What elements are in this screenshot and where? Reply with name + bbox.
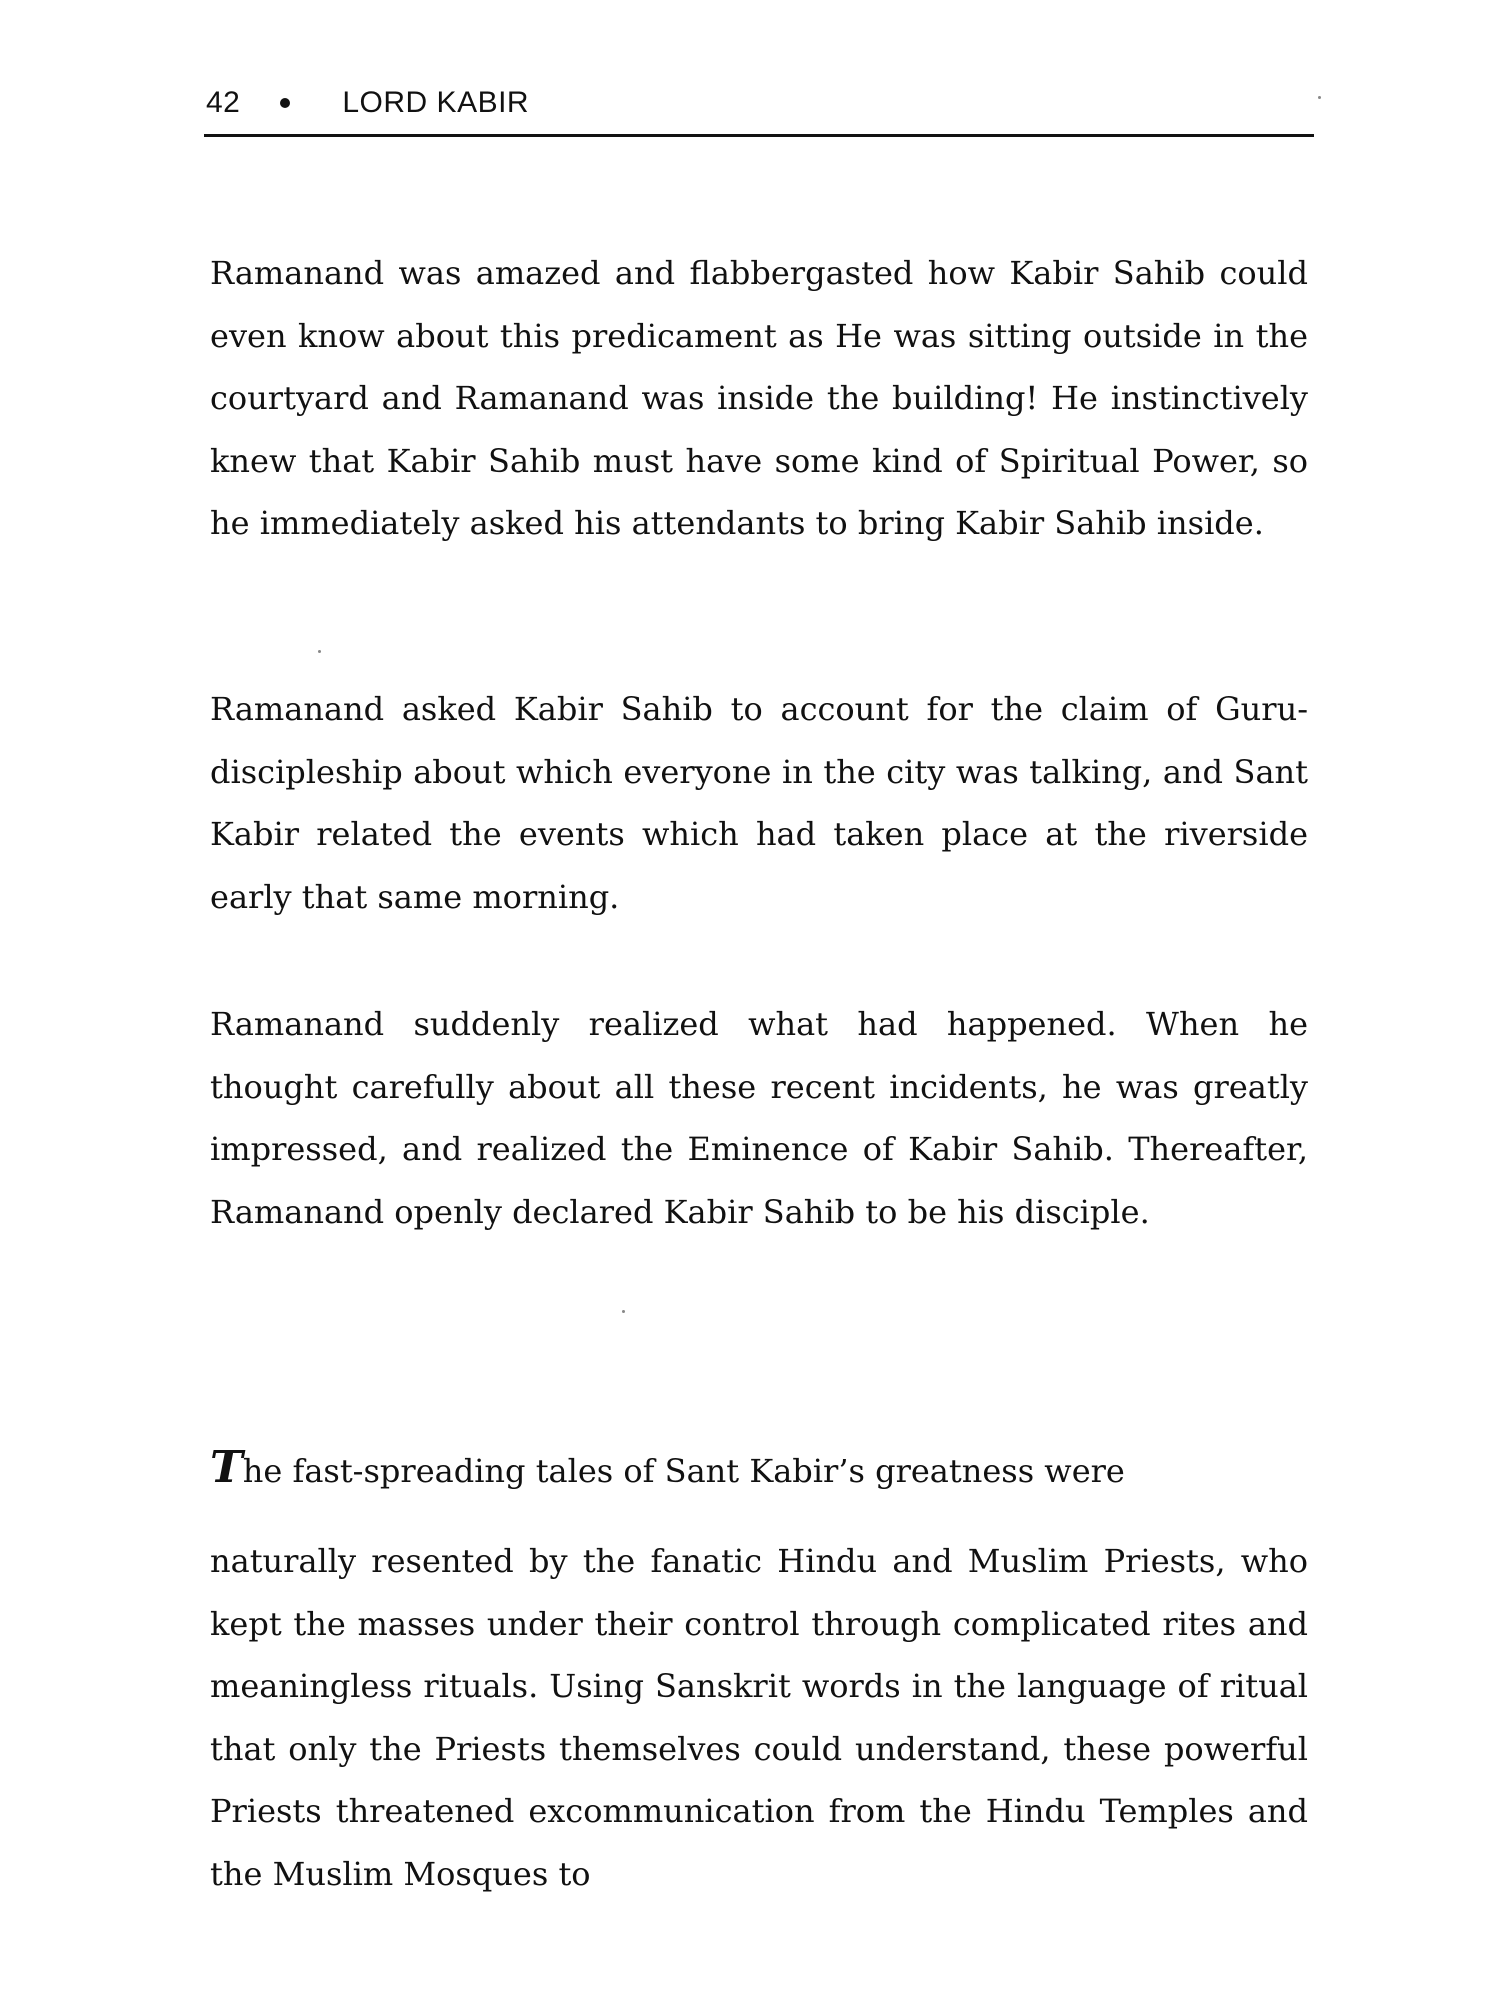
- paragraph-4: [210, 1530, 1308, 1905]
- drop-cap: T: [210, 1442, 243, 1493]
- paragraph-3-text: Ramanand suddenly realized what had happened. When he thought carefully about all these recent incidents, he was greatly impressed, and realized the Eminence of Kabir Sahib. Thereafter, Ramanand openly declared Kabir Sahib to be his disciple.: [210, 1005, 1308, 1231]
- scan-speck: [318, 650, 321, 653]
- paragraph-1-text: Ramanand was amazed and flabbergasted how Kabir Sahib could even know about this predicament as He was sitting outside in the courtyard and Ramanand was inside the building! He instinctively knew that Kabir Sahib must have some kind of Spiritual Power, so he immediately asked his attendants to bring Kabir Sahib inside.: [210, 254, 1308, 542]
- scan-speck: [622, 1310, 625, 1313]
- paragraph-3: [210, 993, 1308, 1243]
- header-rule: [204, 134, 1314, 137]
- paragraph-4-text: naturally resented by the fanatic Hindu and Muslim Priests, who kept the masses under their control through complicated rites and meaningless rituals. Using Sanskrit words in the language of ritual that only the Priests themselves could understand, these powerful Priests threatened excommunication from the Hindu Temples and the Muslim Mosques to: [210, 1542, 1308, 1893]
- paragraph-4-opening-line: [210, 1440, 1308, 1503]
- paragraph-2: [210, 678, 1308, 928]
- bullet-separator: [280, 98, 290, 108]
- scan-speck: [1318, 96, 1321, 99]
- paragraph-2-text: Ramanand asked Kabir Sahib to account for the claim of Guru-discipleship about which everyone in the city was talking, and Sant Kabir related the events which had taken place at the riverside early that same morning.: [210, 690, 1308, 916]
- book-title: LORD KABIR: [342, 86, 530, 119]
- paragraph-1: [210, 242, 1308, 555]
- paragraph-4-first-line: he fast-spreading tales of Sant Kabir’s greatness were: [242, 1452, 1125, 1490]
- running-header: [206, 78, 529, 128]
- page-number: 42: [206, 86, 241, 119]
